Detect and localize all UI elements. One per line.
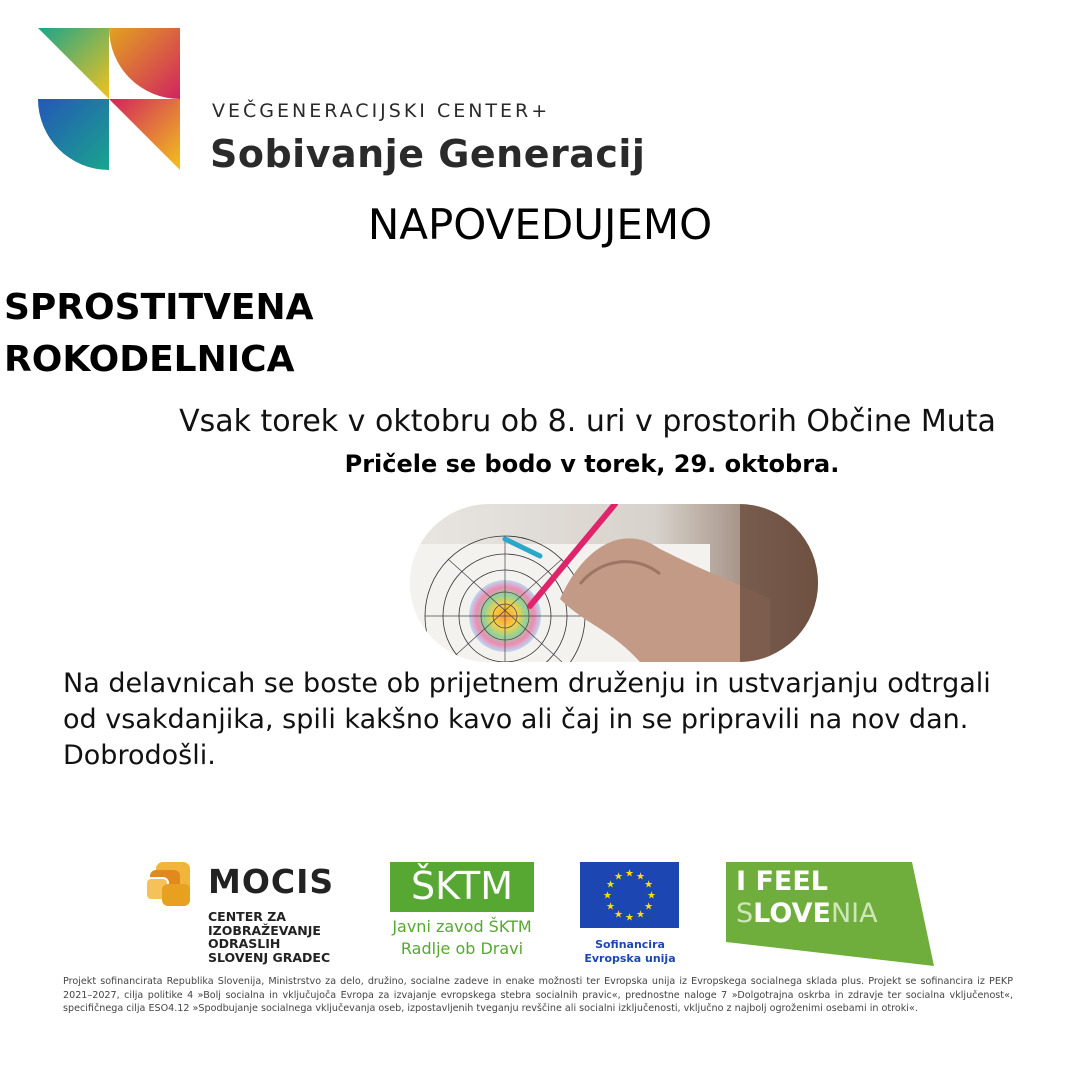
sktm-name: ŠKTM <box>410 864 514 908</box>
eu-text-line1: Sofinancira <box>595 938 665 951</box>
center-logo <box>38 28 180 170</box>
eu-star: ★ <box>644 879 654 891</box>
sktm-sub-line2: Radlje ob Dravi <box>400 939 524 958</box>
funding-disclaimer: Projekt sofinancirata Republika Slovenija, Ministrstvo za delo, družino, socialne zadeve in enake možnosti ter Evropska unija iz Evropskega socialnega sklada plus. Projekt se sofinancira iz PEKP 2021–2027, cilja politike 4 »Bolj socialna in vključujoča Evropa za izvajanje evropskega stebra socialnih pravic«, prednostne naloge 7 »Dolgotrajna oskrba in zdravje ter socialna vključenost«, specifičnega cilja ESO4.12 »Spodbujanje socialnega vključevanja oseb, izpostavljenih tveganju revščine ali socialni izključenosti, vključno z najbolj ogroženimi osebami in otroki«. <box>63 976 1013 1014</box>
mocis-subtitle <box>208 910 330 964</box>
mocis-sub-line3: ODRASLIH <box>208 936 281 951</box>
ifs-line1: I FEEL <box>736 866 828 897</box>
eu-star: ★ <box>605 879 615 891</box>
mocis-mark-icon <box>146 862 194 908</box>
mocis-sub-line4: SLOVENJ GRADEC <box>208 949 331 965</box>
sktm-sub-line1: Javni zavod ŠKTM <box>392 917 532 936</box>
event-title-line2: ROKODELNICA <box>4 339 295 380</box>
eu-text <box>570 938 690 966</box>
coloring-photo <box>410 504 818 662</box>
mocis-logo <box>146 860 356 970</box>
sktm-subtitle <box>390 916 534 960</box>
eu-star: ★ <box>605 901 615 913</box>
i-feel-slovenia-logo <box>726 862 936 966</box>
eu-text-line2: Evropska unija <box>584 952 676 965</box>
event-schedule: Vsak torek v oktobru ob 8. uri v prostorih Občine Muta <box>179 404 996 439</box>
eu-star: ★ <box>636 909 645 921</box>
eu-star: ★ <box>614 909 623 921</box>
mocis-sub-line2: IZOBRAŽEVANJE <box>208 922 321 938</box>
eu-star: ★ <box>625 868 634 880</box>
eu-star: ★ <box>644 901 654 913</box>
ifs-line2-post: NIA <box>830 898 878 929</box>
center-subtitle: VEČGENERACIJSKI CENTER+ <box>212 100 551 122</box>
eu-star: ★ <box>636 871 645 883</box>
ifs-line2-pre: S <box>736 898 754 929</box>
eu-star: ★ <box>647 890 656 902</box>
event-description: Na delavnicah se boste ob prijetnem druženju in ustvarjanju odtrgali od vsakdanjika, spili kakšno kavo ali čaj in se pripravili na nov dan. Dobrodošli. <box>63 668 991 771</box>
event-start: Pričele se bodo v torek, 29. oktobra. <box>344 450 840 478</box>
announcement-heading: NAPOVEDUJEMO <box>367 200 713 249</box>
eu-star: ★ <box>603 890 612 902</box>
ifs-line2 <box>736 898 878 929</box>
mocis-name: MOCIS <box>208 862 335 901</box>
mocis-sub-line1: CENTER ZA <box>208 909 286 924</box>
event-title <box>4 282 314 386</box>
sktm-logo <box>390 862 534 962</box>
eu-star: ★ <box>625 912 634 924</box>
center-title: Sobivanje Generacij <box>210 132 646 176</box>
eu-cofunding-logo <box>580 862 680 966</box>
eu-star: ★ <box>614 871 623 883</box>
eu-stars-icon <box>580 862 679 928</box>
event-title-line1: SPROSTITVENA <box>4 287 314 328</box>
eu-flag-icon <box>580 862 679 928</box>
ifs-line2-bold: LOVE <box>753 898 831 929</box>
